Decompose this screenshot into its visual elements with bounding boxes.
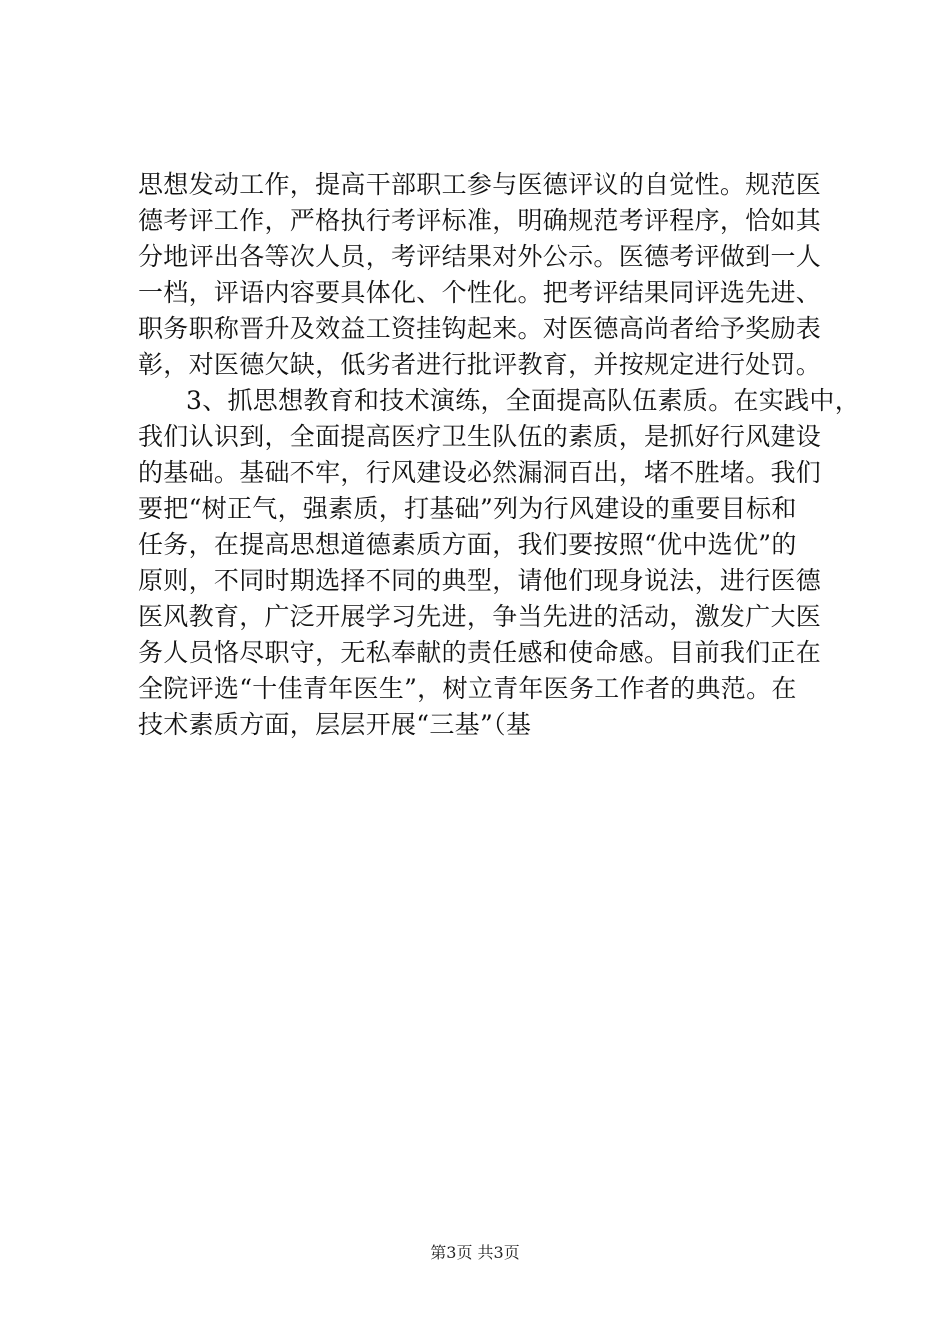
text-line: 分地评出各等次人员，考评结果对外公示。医德考评做到一人: [138, 242, 822, 271]
text-line: 务人员恪尽职守，无私奉献的责任感和使命感。目前我们正在: [138, 638, 822, 667]
text-line: 的基础。基础不牢，行风建设必然漏洞百出，堵不胜堵。我们: [138, 458, 822, 487]
text-line: 职务职称晋升及效益工资挂钩起来。对医德高尚者给予奖励表: [138, 314, 822, 343]
text-line: 全院评选“十佳青年医生”，树立青年医务工作者的典范。在: [138, 674, 797, 703]
text-line: 德考评工作，严格执行考评标准，明确规范考评程序，恰如其: [138, 206, 822, 235]
text-line: 一档，评语内容要具体化、个性化。把考评结果同评选先进、: [138, 278, 822, 307]
paragraph-start-line: 3、抓思想教育和技术演练，全面提高队伍素质。在实践中，: [186, 386, 861, 415]
page-number-footer: 第3页 共3页: [430, 1243, 520, 1262]
text-line: 任务，在提高思想道德素质方面，我们要按照“优中选优”的: [138, 530, 797, 559]
text-line: 思想发动工作，提高干部职工参与医德评议的自觉性。规范医: [138, 170, 822, 199]
text-line: 原则，不同时期选择不同的典型，请他们现身说法，进行医德: [138, 566, 822, 595]
body-text: [138, 167, 861, 743]
text-line: 我们认识到，全面提高医疗卫生队伍的素质，是抓好行风建设: [138, 422, 822, 451]
text-line: 要把“树正气，强素质，打基础”列为行风建设的重要目标和: [138, 494, 797, 523]
text-line: 彰，对医德欠缺，低劣者进行批评教育，并按规定进行处罚。: [138, 350, 822, 379]
text-line: 技术素质方面，层层开展“三基”（基: [138, 710, 532, 739]
text-line: 医风教育，广泛开展学习先进，争当先进的活动，激发广大医: [138, 602, 822, 631]
